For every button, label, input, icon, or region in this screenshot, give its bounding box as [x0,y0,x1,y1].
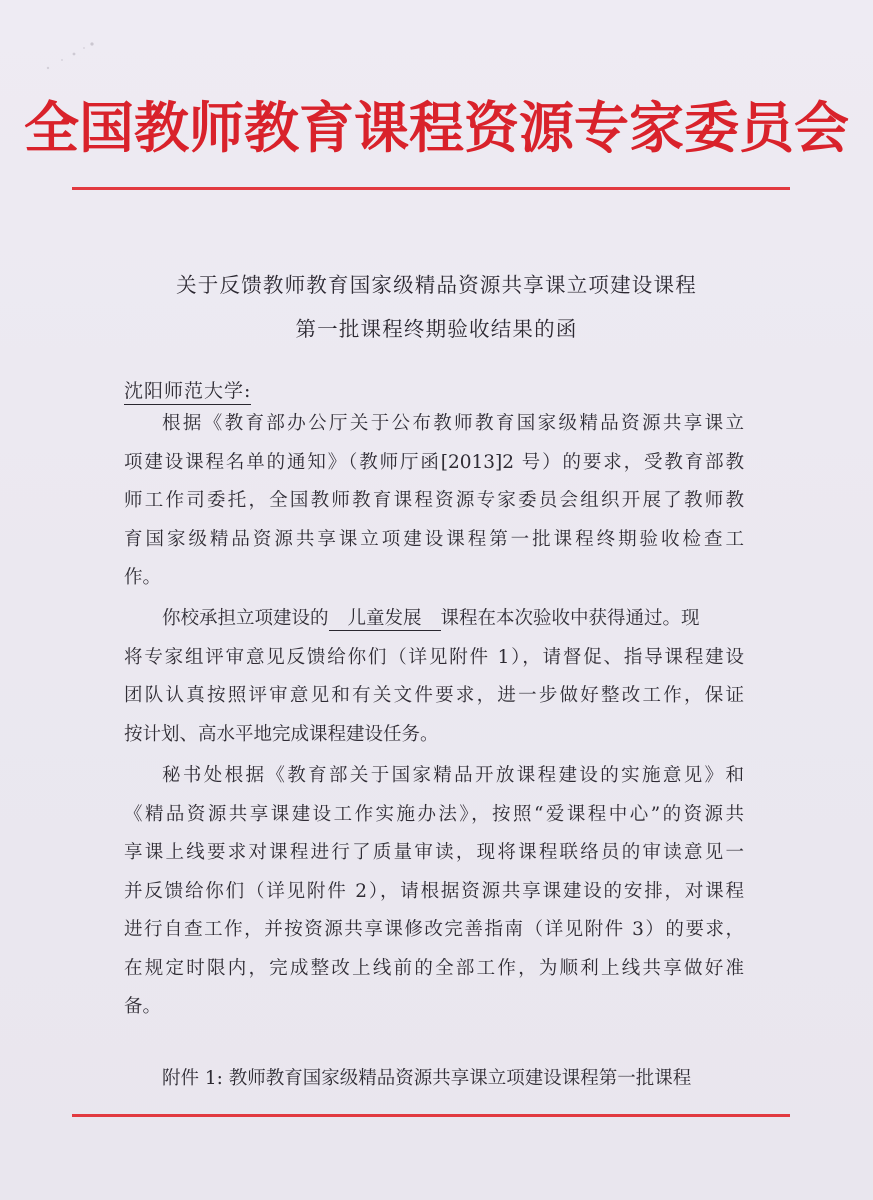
paragraph-line: 团队认真按照评审意见和有关文件要求，进一步做好整改工作，保证 [124,685,744,706]
paragraph-line: 《精品资源共享课建设工作实施办法》，按照“爱课程中心”的资源共 [124,803,744,825]
paragraph-line: 根据《教育部办公厅关于公布教师教育国家级精品资源共享课立 [162,413,744,434]
document-title-line-1: 关于反馈教师教育国家级精品资源共享课立项建设课程 [176,273,697,297]
paragraph-line: 作。 [124,567,162,588]
attachment-1-line: 附件 1: 教师教育国家级精品资源共享课立项建设课程第一批课程 [162,1068,692,1089]
paragraph-line: 秘书处根据《教育部关于国家精品开放课程建设的实施意见》和 [162,765,744,786]
paragraph-1 [124,405,744,598]
paragraph-line: 备。 [124,996,162,1017]
paragraph-line: 按计划、高水平地完成课程建设任务。 [124,723,439,745]
paragraph-text: 你校承担立项建设的 [162,608,329,629]
letterhead-red-rule [72,187,790,190]
paragraph-2 [124,600,744,754]
paragraph-line: 项建设课程名单的通知》（教师厅函[2013]2 号）的要求，受教育部教 [124,451,744,473]
paragraph-line [124,600,744,639]
paragraph-line: 在规定时限内，完成整改上线前的全部工作，为顺利上线共享做好准 [124,957,744,979]
document-title-line-2: 第一批课程终期验收结果的函 [295,317,578,341]
paragraph-text: 课程在本次验收中获得通过。现 [440,608,700,629]
paragraph-line: 并反馈给你们（详见附件 2），请根据资源共享课建设的安排，对课程 [124,880,744,902]
footer-red-rule [72,1114,790,1117]
recipient-salutation: 沈阳师范大学: [124,380,251,405]
scan-speck [40,30,100,70]
paragraph-line: 师工作司委托，全国教师教育课程资源专家委员会组织开展了教师教 [124,490,744,511]
course-name-field: 儿童发展 [329,608,441,631]
paragraph-line: 将专家组评审意见反馈给你们（详见附件 1），请督促、指导课程建设 [124,646,744,668]
letterhead-title: 全国教师教育课程资源专家委员会 [23,95,849,160]
paragraph-3 [124,757,744,1027]
paragraph-line: 享课上线要求对课程进行了质量审读，现将课程联络员的审读意见一 [124,842,744,863]
paragraph-line: 进行自查工作，并按资源共享课修改完善指南（详见附件 3）的要求， [124,919,744,940]
paragraph-line: 育国家级精品资源共享课立项建设课程第一批课程终期验收检查工 [124,528,744,550]
